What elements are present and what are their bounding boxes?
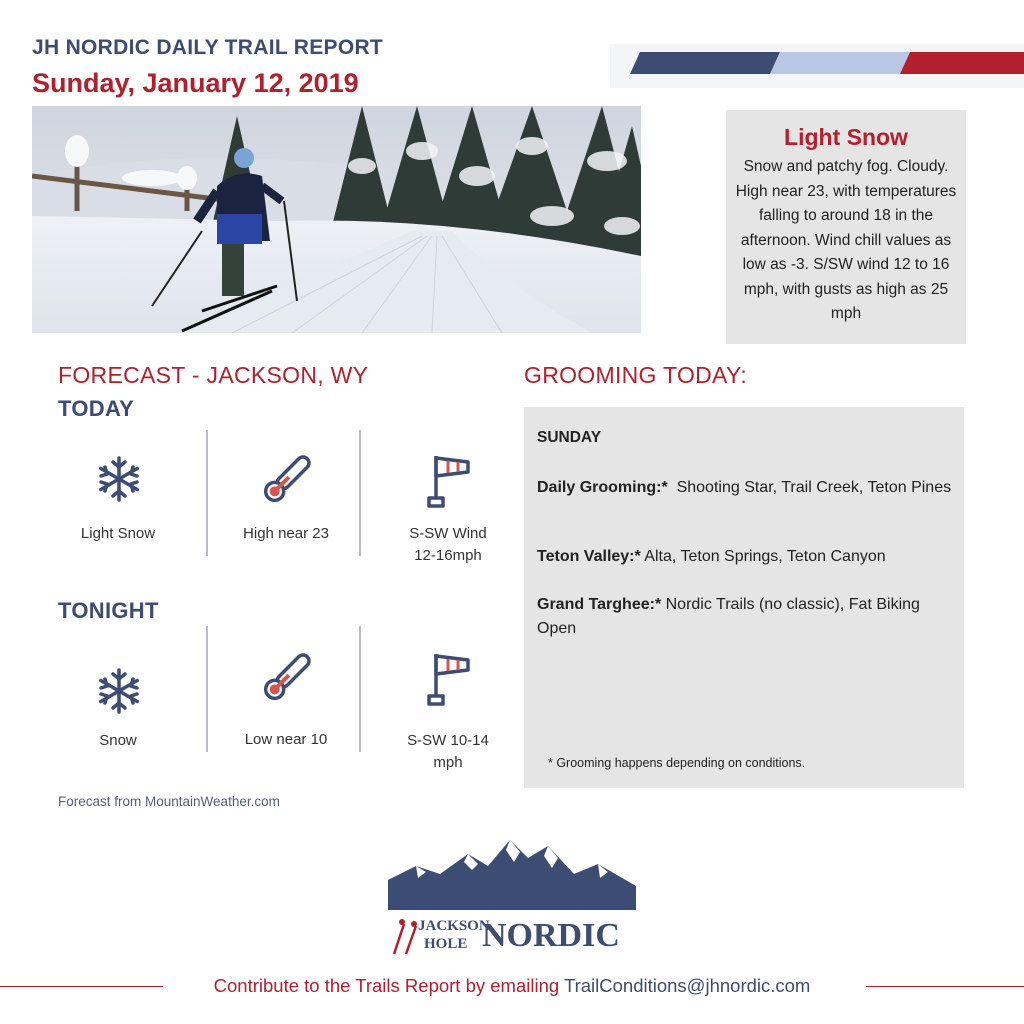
summary-title: Light Snow [784, 124, 908, 150]
jackson-hole-nordic-logo [388, 836, 636, 958]
windsock-icon [424, 650, 474, 708]
grooming-day: SUNDAY [537, 429, 602, 446]
footer-text: Contribute to the Trails Report by emailing [213, 975, 560, 996]
weather-summary-box [726, 110, 966, 344]
skier-photo [32, 106, 641, 333]
thermometer-icon [258, 650, 314, 706]
today-wind-line1: S-SW Wind [409, 525, 487, 542]
forecast-heading: FORECAST - JACKSON, WY [58, 362, 369, 388]
footer [0, 975, 1024, 997]
snowflake-icon [94, 454, 144, 504]
today-temperature: High near 23 [243, 525, 329, 542]
logo-word: NORDIC [482, 917, 620, 954]
grooming-item-label: Teton Valley:* [537, 548, 641, 565]
logo-line1: JACKSON [418, 918, 490, 934]
tonight-wind-line2: mph [433, 754, 463, 771]
grooming-item-text: Nordic Trails (no classic), Fat Biking Open [537, 596, 920, 637]
tonight-heading: TONIGHT [58, 598, 159, 623]
grooming-item-text: Shooting Star, Trail Creek, Teton Pines [676, 479, 952, 496]
tonight-wind [386, 730, 510, 774]
forecast-source: Forecast from MountainWeather.com [58, 794, 280, 809]
grooming-item-teton-valley [537, 545, 957, 569]
today-wind-line2: 12-16mph [414, 547, 482, 564]
tonight-wind-line1: S-SW 10-14 [407, 732, 489, 749]
report-date: Sunday, January 12, 2019 [32, 68, 359, 98]
grooming-note: * Grooming happens depending on conditions. [548, 756, 806, 770]
today-condition: Light Snow [80, 525, 156, 542]
grooming-item-text: Alta, Teton Springs, Teton Canyon [644, 548, 886, 565]
grooming-box [524, 407, 964, 788]
logo-line2: HOLE [424, 936, 468, 952]
snowflake-icon [94, 666, 144, 716]
tonight-temperature: Low near 10 [244, 731, 328, 748]
divider [206, 626, 208, 752]
grooming-item-label: Daily Grooming:* [537, 479, 668, 496]
grooming-item-label: Grand Targhee:* [537, 596, 662, 613]
thermometer-icon [258, 452, 314, 508]
divider [359, 626, 361, 752]
windsock-icon [424, 452, 474, 510]
grooming-item-grand-targhee [537, 593, 957, 641]
summary-text: Snow and patchy fog. Cloudy. High near 23, with temperatures falling to around 18 in the afternoon. Wind chill values as low as -3. S/SW wind 12 to 16 mph, with gusts as high as 25 mph [735, 158, 957, 322]
report-title: JH NORDIC DAILY TRAIL REPORT [32, 36, 384, 59]
grooming-heading: GROOMING TODAY: [524, 362, 748, 388]
today-heading: TODAY [58, 396, 135, 421]
tonight-condition: Snow [99, 732, 137, 749]
divider [206, 430, 208, 556]
today-wind [386, 523, 510, 567]
grooming-item-daily [537, 476, 957, 500]
decorative-stripes [610, 44, 1024, 88]
footer-email-link[interactable]: TrailConditions@jhnordic.com [563, 975, 811, 996]
divider [359, 430, 361, 556]
